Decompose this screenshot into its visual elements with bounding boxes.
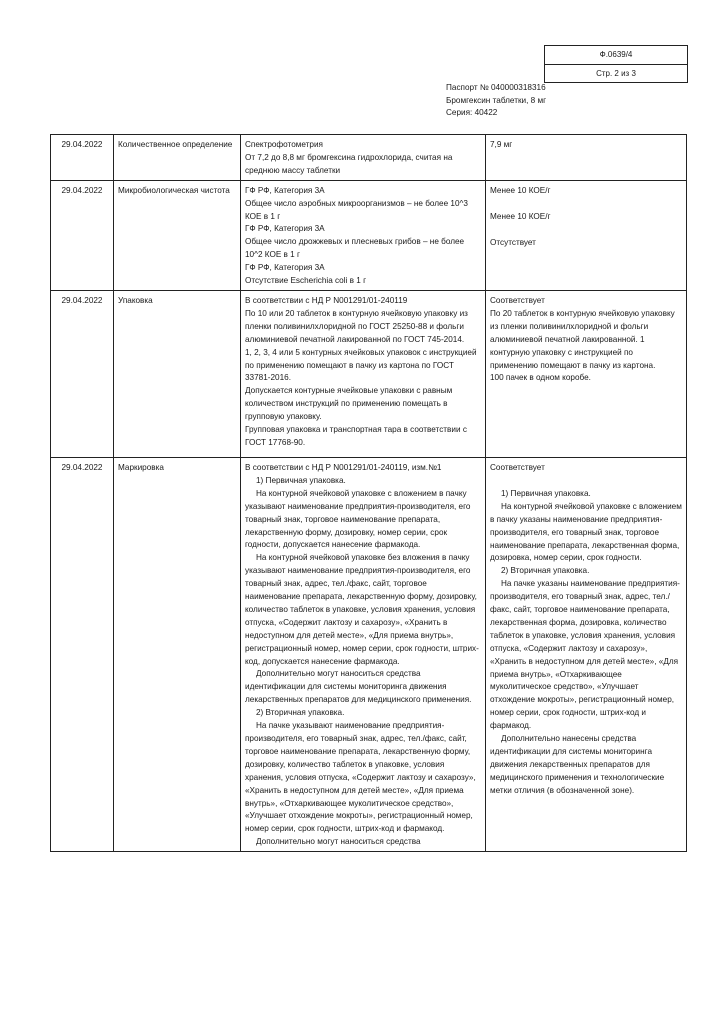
result-line: Соответствует — [490, 295, 545, 305]
passport-number: Паспорт № 040000318316 — [446, 83, 546, 92]
result-line: Соответствует — [490, 462, 545, 472]
requirement-line: В соответствии с НД Р N001291/01-240119, изм.№1 — [245, 462, 442, 472]
test-result — [486, 180, 687, 290]
requirement-line: Дополнительно могут наноситься средства — [256, 837, 421, 847]
test-name: Упаковка — [114, 290, 241, 457]
test-date: 29.04.2022 — [51, 180, 114, 290]
form-code: Ф.0639/4 — [545, 46, 687, 65]
test-requirement — [241, 180, 486, 290]
result-line: Дополнительно нанесены средства идентификации для системы мониторинга движения лекарственных препаратов для медицинского применения и технологические метки отличия (в обозначенной зоне). — [490, 734, 665, 795]
result-line: 2) Вторичная упаковка. — [501, 566, 590, 576]
result-line: 100 пачек в одном коробе. — [490, 373, 591, 383]
product-name: Бромгексин таблетки, 8 мг — [446, 95, 547, 105]
table-row — [51, 180, 687, 290]
requirement-line: 1) Первичная упаковка. — [256, 475, 346, 485]
table-row — [51, 457, 687, 851]
test-requirement — [241, 290, 486, 457]
requirement-line: Дополнительно могут наноситься средства идентификации для системы мониторинга движения лекарственных препаратов для медицинского применения. — [245, 669, 472, 705]
table-row — [51, 135, 687, 181]
requirement-line: 2) Вторичная упаковка. — [256, 708, 345, 718]
requirement-line: Допускается контурные ячейковые упаковки с равным количеством инструкций по применению помещать в групповую упаковку. — [245, 386, 453, 422]
result-line: Менее 10 КОЕ/г — [490, 185, 551, 195]
requirement-line: В соответствии с НД Р N001291/01-240119 — [245, 295, 408, 305]
page-number: Стр. 2 из 3 — [596, 69, 636, 78]
result-line: На пачке указаны наименование предприятия-производителя, его товарный знак, адрес, тел./факс, сайт, торговое наименование препарата, лекарственная форма, дозировка, количество таблеток в упаковке, условия хранения, условия отпуска, «Содержит лактозу и сахарозу», «Хранить в недоступном для детей месте», «Для приема внутрь», «Отхаркивающее муколитическое средство», «Улучшает отхождение мокроты», регистрационный номер, номер серии, срок годности, штрих-код и фармакод. — [490, 579, 680, 731]
requirement-line: Общее число аэробных микроорганизмов – не более 10^3 КОЕ в 1 г — [245, 198, 468, 221]
result-line: Менее 10 КОЕ/г — [490, 211, 551, 221]
test-date: 29.04.2022 — [51, 290, 114, 457]
passport-header — [446, 82, 546, 120]
requirement-line: ГФ РФ, Категория 3А — [245, 185, 325, 195]
requirement-line: Групповая упаковка и транспортная тара в соответствии с ГОСТ 17768-90. — [245, 425, 467, 447]
result-line: По 20 таблеток в контурную ячейковую упаковку из пленки поливинилхлоридной и фольги алюминиевой печатной лакированной. 1 контурную упаковку с инструкцией по применению помещают в пачку из картона. — [490, 308, 675, 370]
test-name: Количественное определение — [114, 135, 241, 181]
requirement-line: ГФ РФ, Категория 3А — [245, 224, 325, 234]
test-name: Маркировка — [114, 457, 241, 851]
requirement-line: Общее число дрожжевых и плесневых грибов – не более 10^2 КОЕ в 1 г — [245, 237, 465, 260]
requirement-line: По 10 или 20 таблеток в контурную ячейковую упаковку из пленки поливинилхлоридной по ГОСТ 25250-88 и фольги алюминиевой печатной лакированной по ГОСТ 745-2014. — [245, 308, 468, 344]
requirement-line: На пачке указывают наименование предприятия-производителя, его товарный знак, адрес, тел./факс, сайт, торговое наименование препарата, лекарственную форму, дозировку, количество таблеток в упаковке, условия хранения, условия отпуска, «Содержит лактозу и сахарозу», «Хранить в недоступном для детей месте», «Для приема внутрь», «Отхаркивающее муколитическое средство», «Улучшает отхождение мокроты», регистрационный номер, номер серии, срок годности, штрих-код и фармакод. — [245, 721, 476, 834]
requirement-line: Отсутствие Escherichia coli в 1 г — [245, 276, 367, 286]
test-result — [486, 290, 687, 457]
test-requirement — [241, 135, 486, 181]
test-date: 29.04.2022 — [51, 457, 114, 851]
test-name: Микробиологическая чистота — [114, 180, 241, 290]
table-row — [51, 290, 687, 457]
test-date: 29.04.2022 — [51, 135, 114, 181]
test-result — [486, 135, 687, 181]
result-line: 1) Первичная упаковка. — [501, 488, 591, 498]
requirement-line: На контурной ячейковой упаковке с вложением в пачку указывают наименование предприятия-производителя, его товарный знак, торговое наименование препарата, лекарственную форму, дозировку, номер серии, срок годности, допускается нанесение фармакода. — [245, 488, 471, 550]
result-line: 7,9 мг — [490, 140, 513, 149]
result-line: Отсутствует — [490, 237, 536, 247]
requirement-line: От 7,2 до 8,8 мг бромгексина гидрохлорида, считая на среднюю массу таблетки — [245, 152, 453, 175]
requirement-line: На контурной ячейковой упаковке без вложения в пачку указывают наименование предприятия-производителя, его товарный знак, адрес, тел./факс, сайт, торговое наименование препарата, лекарственную форму, дозировку, количество таблеток в упаковке, условия хранения, условия отпуска, «Содержит лактозу и сахарозу», «Хранить в недоступном для детей месте», «Для приема внутрь», регистрационный номер, номер серии, срок годности, штрих-код, допускается нанесение фармакода. — [245, 553, 479, 666]
requirement-line: ГФ РФ, Категория 3А — [245, 263, 325, 273]
requirement-line: 1, 2, 3, 4 или 5 контурных ячейковых упаковок с инструкцией по применению помещают в пачку из картона по ГОСТ 33781-2016. — [245, 347, 477, 383]
test-results-table — [50, 134, 687, 852]
requirement-line: Спектрофотометрия — [245, 140, 323, 149]
test-requirement — [241, 457, 486, 851]
result-line: На контурной ячейковой упаковке с вложением в пачку указаны наименование предприятия-производителя, его товарный знак, торговое наименование препарата, лекарственная форма, дозировка, номер серии, срок годности. — [490, 501, 682, 563]
form-code-box — [544, 45, 688, 83]
series-number: Серия: 40422 — [446, 108, 498, 117]
test-result — [486, 457, 687, 851]
